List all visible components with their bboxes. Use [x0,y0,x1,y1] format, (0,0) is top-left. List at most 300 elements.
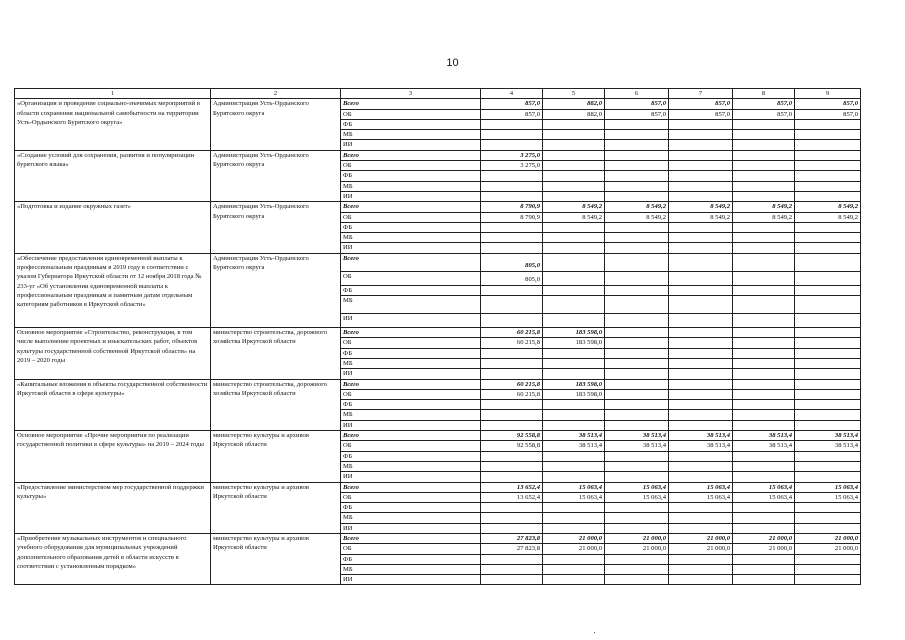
amount-cell [733,564,795,574]
amount-cell [733,285,795,295]
table-row [15,533,861,543]
amount-cell [543,503,605,513]
amount-cell [605,233,669,243]
amount-cell [795,296,861,314]
amount-cell: 21 000,0 [605,544,669,554]
amount-cell: 13 652,4 [481,492,543,502]
funding-source-cell: Всего [341,150,481,160]
amount-cell [605,523,669,533]
amount-cell [481,420,543,430]
funding-source-cell: МБ [341,296,481,314]
amount-cell: 15 063,4 [795,482,861,492]
amount-cell [543,181,605,191]
amount-cell [605,161,669,171]
amount-cell [481,472,543,482]
measure-title-cell: «Обеспечение предоставления единовременной выплаты к профессиональным праздникам в 2019 году в соответствии с указом Губернатора Иркутской области от 12 ноября 2018 года № 233-уг «Об установлении единовременной выплаты к профессиональным праздникам и памятным датам отдельным категориям работников в Иркутской области» [15,253,211,327]
amount-cell [605,285,669,295]
amount-cell [481,451,543,461]
amount-cell [733,554,795,564]
amount-cell [795,461,861,471]
amount-cell [733,348,795,358]
funding-source-cell: ИИ [341,523,481,533]
amount-cell [543,119,605,129]
amount-cell [795,513,861,523]
amount-cell: 805,0 [481,271,543,285]
amount-cell [795,233,861,243]
amount-cell: 13 652,4 [481,482,543,492]
amount-cell [543,191,605,201]
amount-cell: 38 513,4 [669,431,733,441]
amount-cell: 27 823,8 [481,533,543,543]
executor-cell: министерство культуры и архивов Иркутской области [211,431,341,482]
amount-cell [733,389,795,399]
amount-cell [669,243,733,253]
amount-cell [543,161,605,171]
amount-cell [669,328,733,338]
amount-cell [481,119,543,129]
amount-cell [481,554,543,564]
amount-cell [605,554,669,564]
measure-title-cell: «Приобретение музыкальных инструментов и специального учебного оборудования для муниципальных учреждений дополнительного образования детей в области искусств в соответствии с установленным порядком» [15,533,211,584]
amount-cell: 857,0 [481,109,543,119]
funding-source-cell: МБ [341,513,481,523]
amount-cell [669,410,733,420]
amount-cell [669,222,733,232]
amount-cell [543,253,605,271]
amount-cell [669,420,733,430]
funding-source-cell: ФБ [341,503,481,513]
amount-cell: 92 558,8 [481,431,543,441]
amount-cell: 38 513,4 [605,441,669,451]
amount-cell [669,285,733,295]
amount-cell [795,171,861,181]
amount-cell [795,181,861,191]
amount-cell [733,314,795,328]
amount-cell [733,338,795,348]
amount-cell [733,410,795,420]
amount-cell [481,461,543,471]
funding-source-cell: ОБ [341,212,481,222]
amount-cell [795,410,861,420]
amount-cell: 8 549,2 [605,212,669,222]
amount-cell [669,119,733,129]
amount-cell [605,222,669,232]
amount-cell [543,420,605,430]
amount-cell [669,554,733,564]
amount-cell [605,140,669,150]
amount-cell [733,296,795,314]
amount-cell [605,253,669,271]
funding-source-cell: Всего [341,328,481,338]
amount-cell [669,233,733,243]
amount-cell [669,523,733,533]
table-row [15,482,861,492]
funding-source-cell: ОБ [341,161,481,171]
amount-cell [669,314,733,328]
amount-cell [669,472,733,482]
amount-cell: 183 598,0 [543,328,605,338]
funding-source-cell: ОБ [341,441,481,451]
amount-cell: 857,0 [795,99,861,109]
amount-cell [605,150,669,160]
amount-cell [669,253,733,271]
amount-cell [481,314,543,328]
amount-cell: 60 215,8 [481,338,543,348]
measure-title-cell: Основное мероприятие «Прочие мероприятия по реализации государственной политики в сфере культуры» на 2019 – 2024 годы [15,431,211,482]
amount-cell [605,358,669,368]
funding-source-cell: ИИ [341,369,481,379]
amount-cell: 183 598,0 [543,389,605,399]
amount-cell [795,285,861,295]
amount-cell [669,369,733,379]
header-cell: 3 [341,89,481,99]
amount-cell: 21 000,0 [669,544,733,554]
amount-cell: 857,0 [733,99,795,109]
amount-cell [605,379,669,389]
amount-cell [795,222,861,232]
amount-cell [543,314,605,328]
amount-cell [795,420,861,430]
executor-cell: министерство строительства, дорожного хозяйства Иркутской области [211,328,341,379]
amount-cell [795,523,861,533]
amount-cell [795,379,861,389]
executor-cell: Администрация Усть-Ордынского Бурятского округа [211,150,341,201]
amount-cell: 183 598,0 [543,338,605,348]
amount-cell [669,130,733,140]
amount-cell [733,171,795,181]
amount-cell: 21 000,0 [669,533,733,543]
amount-cell [733,243,795,253]
amount-cell [481,296,543,314]
financing-table [14,88,861,585]
amount-cell: 3 275,0 [481,150,543,160]
funding-source-cell: ИИ [341,140,481,150]
executor-cell: Администрация Усть-Ордынского Бурятского округа [211,99,341,150]
amount-cell: 21 000,0 [543,544,605,554]
funding-source-cell: ИИ [341,420,481,430]
funding-source-cell: Всего [341,431,481,441]
amount-cell [543,369,605,379]
funding-source-cell: ИИ [341,472,481,482]
amount-cell [733,161,795,171]
amount-cell: 15 063,4 [669,492,733,502]
amount-cell [605,389,669,399]
amount-cell [605,243,669,253]
amount-cell [733,472,795,482]
funding-source-cell: ИИ [341,243,481,253]
amount-cell: 857,0 [481,99,543,109]
amount-cell: 8 549,2 [733,212,795,222]
amount-cell: 21 000,0 [795,533,861,543]
amount-cell: 21 000,0 [543,533,605,543]
amount-cell [543,233,605,243]
executor-cell: Администрация Усть-Ордынского Бурятского округа [211,253,341,327]
header-cell: 4 [481,89,543,99]
amount-cell [733,130,795,140]
amount-cell [605,271,669,285]
amount-cell [795,150,861,160]
amount-cell: 60 215,8 [481,379,543,389]
amount-cell [605,328,669,338]
amount-cell [733,191,795,201]
funding-source-cell: Всего [341,253,481,271]
amount-cell: 8 549,2 [669,202,733,212]
amount-cell [605,181,669,191]
measure-title-cell: «Капитальные вложения в объекты государственной собственности Иркутской области в сфере культуры» [15,379,211,430]
header-cell: 1 [15,89,211,99]
header-cell: 8 [733,89,795,99]
amount-cell [795,253,861,271]
amount-cell [543,410,605,420]
table-row [15,99,861,109]
amount-cell [605,564,669,574]
amount-cell: 38 513,4 [605,431,669,441]
amount-cell [605,420,669,430]
amount-cell [795,191,861,201]
amount-cell [669,358,733,368]
amount-cell [669,181,733,191]
amount-cell [669,191,733,201]
funding-source-cell: ОБ [341,389,481,399]
table-row [15,150,861,160]
amount-cell [543,358,605,368]
amount-cell [795,389,861,399]
funding-source-cell: МБ [341,233,481,243]
amount-cell [543,564,605,574]
amount-cell: 15 063,4 [605,482,669,492]
amount-cell [605,314,669,328]
amount-cell: 8 790,9 [481,212,543,222]
amount-cell [481,523,543,533]
amount-cell [733,369,795,379]
funding-source-cell: ФБ [341,400,481,410]
amount-cell: 882,0 [543,109,605,119]
amount-cell: 15 063,4 [605,492,669,502]
table-row [15,202,861,212]
amount-cell [733,523,795,533]
amount-cell [733,451,795,461]
amount-cell: 8 549,2 [543,202,605,212]
amount-cell [669,379,733,389]
executor-cell: министерство культуры и архивов Иркутской области [211,482,341,533]
amount-cell [481,503,543,513]
amount-cell [669,150,733,160]
amount-cell [605,119,669,129]
amount-cell [543,451,605,461]
amount-cell [543,140,605,150]
amount-cell: 857,0 [605,109,669,119]
amount-cell [795,130,861,140]
amount-cell [795,119,861,129]
amount-cell [733,575,795,585]
measure-title-cell: «Создание условий для сохранения, развития и популяризации бурятского языка» [15,150,211,201]
amount-cell: 183 598,0 [543,379,605,389]
funding-source-cell: МБ [341,181,481,191]
amount-cell [543,171,605,181]
amount-cell [733,140,795,150]
amount-cell [795,243,861,253]
amount-cell: 38 513,4 [795,441,861,451]
table-body [15,89,861,585]
amount-cell [605,191,669,201]
amount-cell: 8 549,2 [733,202,795,212]
amount-cell [669,389,733,399]
amount-cell [669,171,733,181]
amount-cell [733,181,795,191]
header-cell: 6 [605,89,669,99]
amount-cell [543,513,605,523]
amount-cell: 857,0 [669,99,733,109]
amount-cell [543,461,605,471]
measure-title-cell: «Организация и проведение социально-значимых мероприятий в области сохранения национальной самобытности на территории Усть-Ордынского Бурятского округа» [15,99,211,150]
amount-cell [669,461,733,471]
amount-cell [669,575,733,585]
table-row [15,328,861,338]
amount-cell: 857,0 [733,109,795,119]
amount-cell [733,400,795,410]
amount-cell [669,513,733,523]
funding-source-cell: ФБ [341,171,481,181]
amount-cell [543,296,605,314]
measure-title-cell: «Подготовка и издание окружных газет» [15,202,211,253]
executor-cell: Администрация Усть-Ордынского Бурятского округа [211,202,341,253]
amount-cell: 857,0 [605,99,669,109]
amount-cell [669,451,733,461]
amount-cell [605,130,669,140]
amount-cell [543,400,605,410]
funding-source-cell: ФБ [341,285,481,295]
amount-cell [795,140,861,150]
amount-cell [795,338,861,348]
amount-cell [795,348,861,358]
funding-source-cell: МБ [341,564,481,574]
amount-cell [481,171,543,181]
amount-cell [733,119,795,129]
amount-cell: 15 063,4 [733,492,795,502]
amount-cell [795,564,861,574]
amount-cell [605,503,669,513]
amount-cell [481,369,543,379]
amount-cell [669,564,733,574]
amount-cell [543,472,605,482]
funding-source-cell: ИИ [341,314,481,328]
amount-cell [733,222,795,232]
amount-cell [669,503,733,513]
amount-cell [481,513,543,523]
amount-cell: 60 215,8 [481,328,543,338]
funding-source-cell: ФБ [341,119,481,129]
funding-source-cell: ИИ [341,575,481,585]
amount-cell [543,222,605,232]
header-cell: 5 [543,89,605,99]
amount-cell [795,161,861,171]
amount-cell [795,328,861,338]
amount-cell [605,348,669,358]
amount-cell [605,410,669,420]
funding-source-cell: ОБ [341,338,481,348]
amount-cell [543,271,605,285]
amount-cell [481,285,543,295]
amount-cell [543,243,605,253]
amount-cell [605,400,669,410]
table-row [15,379,861,389]
amount-cell: 857,0 [669,109,733,119]
amount-cell: 8 790,9 [481,202,543,212]
amount-cell: 857,0 [795,109,861,119]
amount-cell [733,271,795,285]
funding-source-cell: ОБ [341,492,481,502]
amount-cell: 8 549,2 [669,212,733,222]
executor-cell: министерство строительства, дорожного хозяйства Иркутской области [211,379,341,430]
funding-source-cell: МБ [341,461,481,471]
funding-source-cell: ОБ [341,109,481,119]
amount-cell: 38 513,4 [733,431,795,441]
table-row [15,431,861,441]
amount-cell [669,400,733,410]
amount-cell [481,191,543,201]
amount-cell [481,233,543,243]
amount-cell [481,410,543,420]
amount-cell [795,400,861,410]
amount-cell [605,369,669,379]
amount-cell [543,554,605,564]
amount-cell: 882,0 [543,99,605,109]
amount-cell [669,338,733,348]
amount-cell: 8 549,2 [795,202,861,212]
amount-cell: 38 513,4 [733,441,795,451]
funding-source-cell: ИИ [341,191,481,201]
amount-cell [605,296,669,314]
amount-cell: 8 549,2 [795,212,861,222]
funding-source-cell: ОБ [341,271,481,285]
amount-cell: 3 275,0 [481,161,543,171]
amount-cell [605,472,669,482]
table-row [15,253,861,271]
amount-cell [605,171,669,181]
amount-cell [481,400,543,410]
amount-cell [795,369,861,379]
funding-source-cell: ФБ [341,451,481,461]
amount-cell [795,554,861,564]
amount-cell [543,348,605,358]
page-number: 10 [446,57,459,69]
header-cell: 7 [669,89,733,99]
amount-cell: 38 513,4 [543,431,605,441]
amount-cell [543,150,605,160]
amount-cell [733,503,795,513]
amount-cell: 8 549,2 [543,212,605,222]
amount-cell [543,130,605,140]
amount-cell [795,451,861,461]
amount-cell [481,140,543,150]
amount-cell: 27 823,8 [481,544,543,554]
amount-cell [733,150,795,160]
amount-cell [733,328,795,338]
amount-cell [669,348,733,358]
amount-cell: 60 215,8 [481,389,543,399]
funding-source-cell: МБ [341,358,481,368]
amount-cell: 38 513,4 [543,441,605,451]
funding-source-cell: МБ [341,410,481,420]
amount-cell [481,564,543,574]
amount-cell: 15 063,4 [669,482,733,492]
funding-source-cell: Всего [341,202,481,212]
measure-title-cell: Основное мероприятие «Строительство, реконструкция, в том числе выполнение проектных и изыскательских работ, объектов культуры государственной собственной Иркутской области» на 2019 – 2020 годы [15,328,211,379]
funding-source-cell: Всего [341,99,481,109]
amount-cell: 92 558,8 [481,441,543,451]
amount-cell [733,420,795,430]
funding-source-cell: Всего [341,533,481,543]
